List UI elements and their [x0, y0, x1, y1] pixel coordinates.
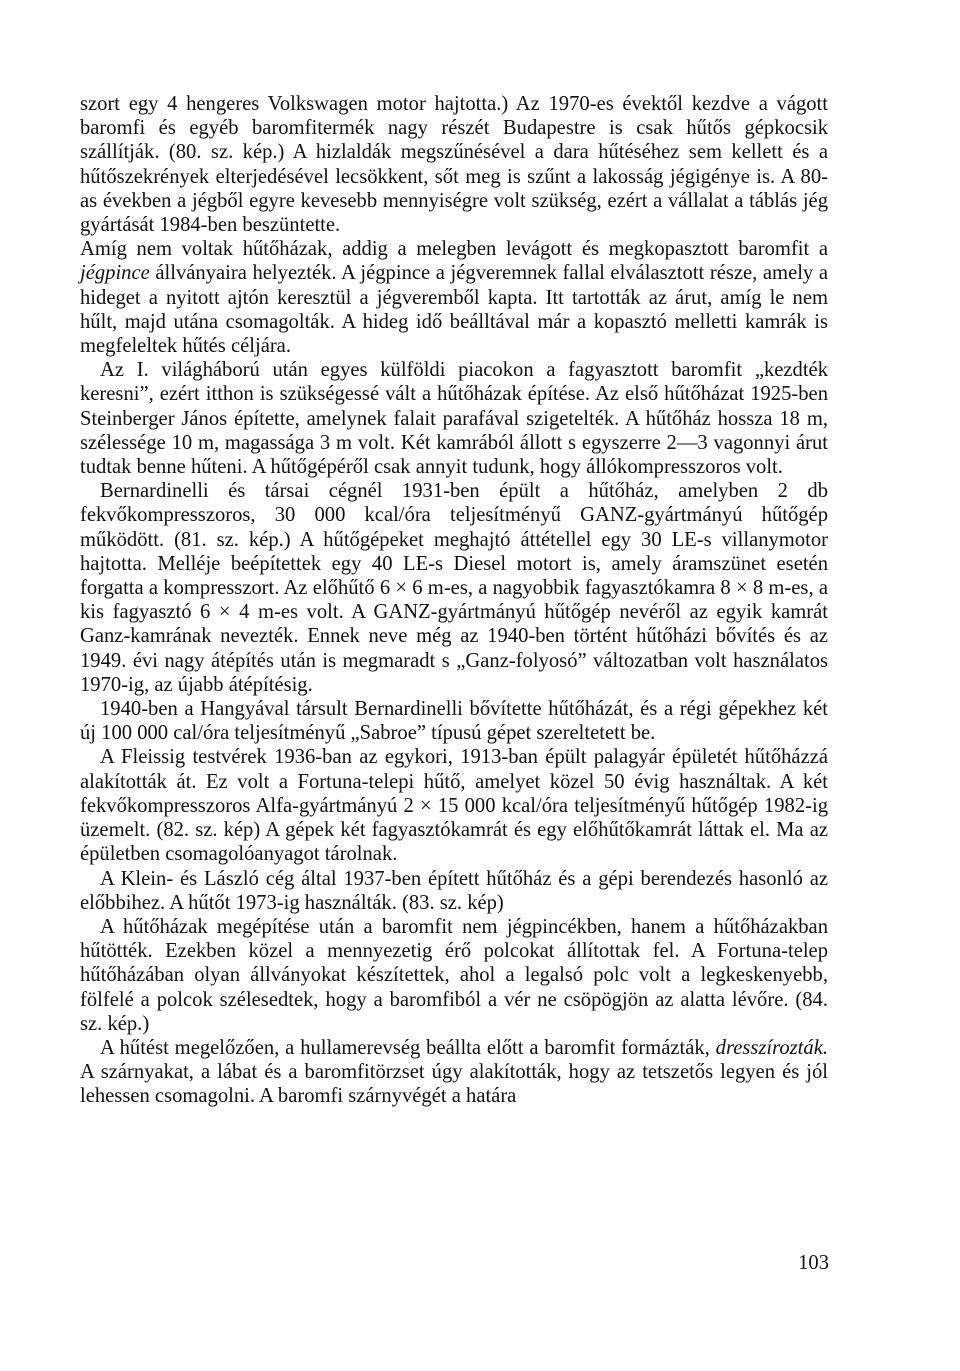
text-run: A hűtést megelőzően, a hullamerevség beállta előtt a baromfit formázták,: [100, 1036, 716, 1059]
text-run: Amíg nem voltak hűtőházak, addig a melegben levágott és megkopasztott baromfit a: [80, 238, 828, 261]
paragraph-9: [80, 1036, 828, 1109]
text-run: szort egy 4 hengeres Volkswagen motor hajtotta.) Az 1970-es évektől kezdve a vágott baromfi és egyéb baromfitermék nagy részét Budapestre is csak hűtős gépkocsik szállítják. (80. sz. kép.) A hizlaldák megszűnésével a dara hűtéséhez sem kellett és a hűtőszekrények elterjedésével lecsökkent, sőt meg is szűnt a lakosság jégigénye is. A 80-as években a jégből egyre kevesebb mennyiségre volt szükség, ezért a vállalat a táblás jég gyártását 1984-ben beszüntette.: [80, 93, 828, 237]
text-run: 1940-ben a Hangyával társult Bernardinelli bővítette hűtőházát, és a régi gépekhez két új 100 000 cal/óra teljesítményű „Sabroe” típusú gépet szereltetett be.: [80, 698, 828, 745]
paragraph-5: [80, 697, 828, 745]
paragraph-4: [80, 479, 828, 697]
text-run: A Klein- és László cég által 1937-ben épített hűtőház és a gépi berendezés hasonló az előbbihez. A hűtőt 1973-ig használták. (83. sz. kép): [80, 867, 828, 914]
text-run: A hűtőházak megépítése után a baromfit nem jégpincékben, hanem a hűtőházakban hűtötték. Ezekben közel a mennyezetig érő polcokat állítottak fel. A Fortuna-telep hűtőházában olyan állványokat készítettek, ahol a legalsó polc volt a legkeskenyebb, fölfelé a polcok szélesedtek, hogy a baromfiból a vér ne csöpögjön az alatta lévőre. (84. sz. kép.): [80, 915, 828, 1035]
body-text: [80, 92, 828, 1109]
italic-term: jégpince: [80, 262, 150, 285]
text-run: állványaira helyezték. A jégpince a jégveremnek fallal elválasztott része, amely a hideget a nyitott ajtón keresztül a jégveremből kapta. Itt tartották az árut, amíg le nem hűlt, majd utána csomagolták. A hideg idő beálltával már a kopasztó melletti kamrák is megfeleltek hűtés céljára.: [80, 262, 828, 358]
paragraph-1: [80, 92, 828, 237]
paragraph-8: [80, 915, 828, 1036]
text-run: A Fleissig testvérek 1936-ban az egykori, 1913-ban épült palagyár épületét hűtőházzá alakították át. Ez volt a Fortuna-telepi hűtő, amelyet közel 50 évig használtak. A két fekvőkompresszoros Alfa-gyártmányú 2 × 15 000 kcal/óra teljesítményű hűtőgép 1982-ig üzemelt. (82. sz. kép) A gépek két fagyasztókamrát és egy előhűtőkamrát láttak el. Ma az épületben csomagolóanyagot tárolnak.: [80, 746, 828, 866]
italic-term: dresszírozták.: [715, 1036, 828, 1059]
text-run: Bernardinelli és társai cégnél 1931-ben épült a hűtőház, amelyben 2 db fekvőkompresszoros, 30 000 kcal/óra teljesítményű GANZ-gyártmányú hűtőgép működött. (81. sz. kép.) A hűtőgépeket meghajtó áttétellel egy 30 LE-s villanymotor hajtotta. Melléje beépítettek egy 40 LE-s Diesel motort is, amely áramszünet esetén forgatta a kompresszort. Az előhűtő 6 × 6 m-es, a nagyobbik fagyasztókamra 8 × 8 m-es, a kis fagyasztó 6 × 4 m-es volt. A GANZ-gyártmányú hűtőgép nevéről az egyik kamrát Ganz-kamrának nevezték. Ennek neve még az 1940-ben történt hűtőházi bővítés és az 1949. évi nagy átépítés után is megmaradt s „Ganz-folyosó” változatban volt használatos 1970-ig, az újabb átépítésig.: [80, 480, 828, 696]
paragraph-2: [80, 237, 828, 358]
text-run: A szárnyakat, a lábat és a baromfitörzset úgy alakították, hogy az tetszetős legyen és jól lehessen csomagolni. A baromfi szárnyvégét a határa: [80, 1061, 828, 1108]
paragraph-7: [80, 867, 828, 915]
paragraph-6: [80, 745, 828, 866]
page-number: 103: [798, 1252, 829, 1274]
text-run: Az I. világháború után egyes külföldi piacokon a fagyasztott baromfit „kezdték keresni”, ezért itthon is szükségessé vált a hűtőházak építése. Az első hűtőházat 1925-ben Steinberger János építette, amelynek falait parafával szigetelték. A hűtőház hossza 18 m, szélessége 10 m, magassága 3 m volt. Két kamrából állott s egyszerre 2—3 vagonnyi árut tudtak benne hűteni. A hűtőgépéről csak annyit tudunk, hogy állókompresszoros volt.: [80, 359, 828, 479]
paragraph-3: [80, 358, 828, 479]
